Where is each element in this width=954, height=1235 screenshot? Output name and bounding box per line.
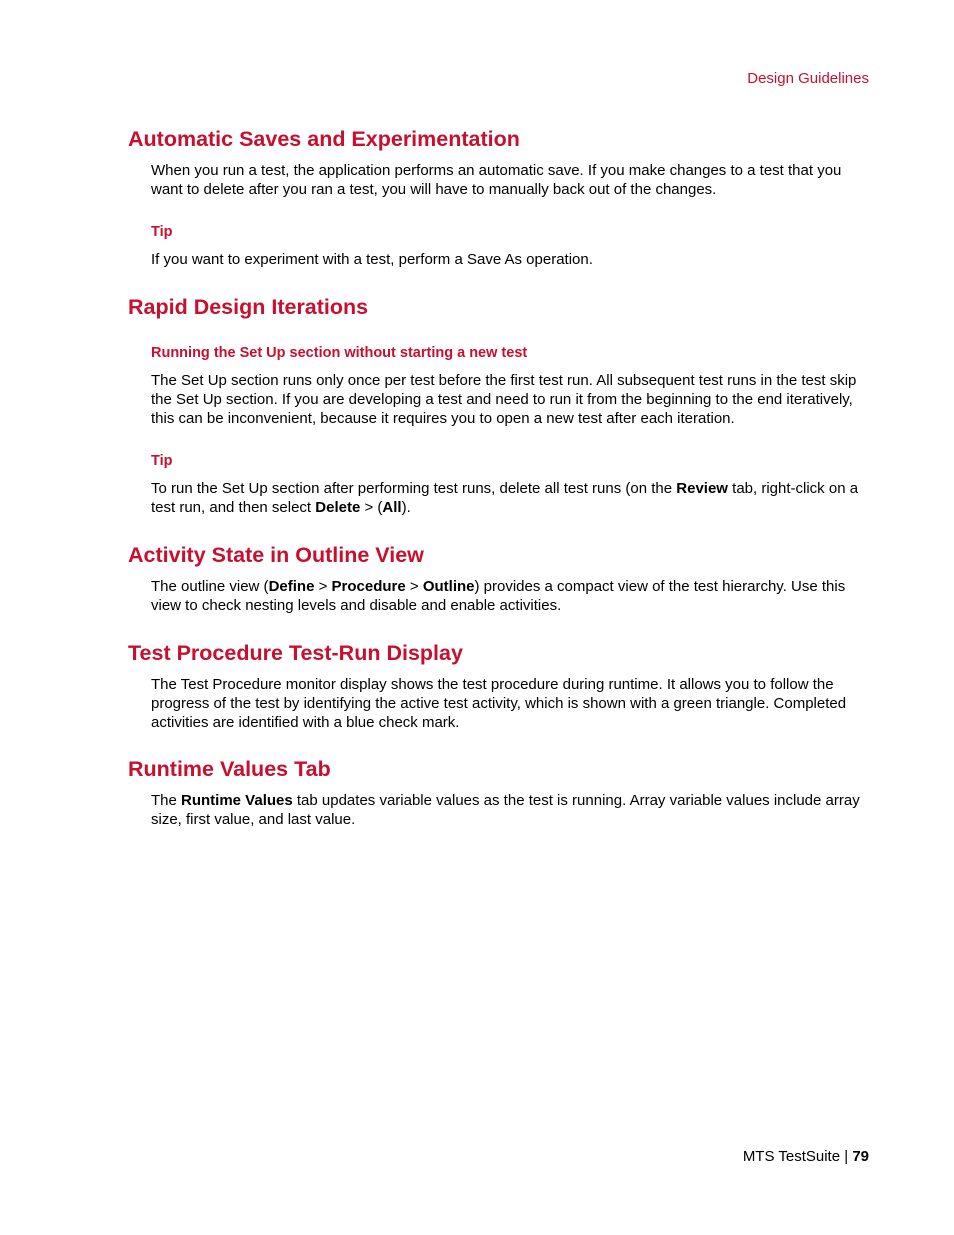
rapid-subheading: Running the Set Up section without starting a new test bbox=[151, 345, 528, 361]
footer-separator: | bbox=[840, 1148, 853, 1165]
procedure-paragraph: The Test Procedure monitor display shows the test procedure during runtime. It allows you to follow the progress of the test by identifying the active test activity, which is shown with a green triangle. Completed activities are identified with a blue check mark. bbox=[151, 676, 847, 731]
heading-activity-state: Activity State in Outline View bbox=[128, 543, 424, 567]
autosave-tip-text: If you want to experiment with a test, perform a Save As operation. bbox=[151, 251, 593, 268]
running-header: Design Guidelines bbox=[747, 70, 869, 87]
heading-automatic-saves: Automatic Saves and Experimentation bbox=[128, 127, 520, 151]
rapid-tip-label: Tip bbox=[151, 453, 173, 469]
footer-product: MTS TestSuite bbox=[742, 1148, 841, 1165]
page-number: 79 bbox=[852, 1148, 869, 1165]
activity-paragraph: The outline view (Define > Procedure > Outline) provides a compact view of the test hierarchy. Use this view to check nesting levels and disable and enable activities. bbox=[151, 578, 846, 614]
heading-rapid-design: Rapid Design Iterations bbox=[128, 295, 369, 319]
autosave-tip-label: Tip bbox=[151, 224, 173, 240]
heading-test-procedure: Test Procedure Test-Run Display bbox=[128, 641, 463, 665]
autosave-paragraph: When you run a test, the application performs an automatic save. If you make changes to a test that you want to delete after you ran a test, you will have to manually back out of the changes. bbox=[151, 162, 842, 198]
rapid-paragraph: The Set Up section runs only once per test before the first test run. All subsequent test runs in the test skip the Set Up section. If you are developing a test and need to run it from the beginning to the end iteratively, this can be inconvenient, because it requires you to open a new test after each iteration. bbox=[151, 372, 857, 427]
heading-runtime-values: Runtime Values Tab bbox=[128, 757, 331, 781]
page-footer bbox=[743, 1148, 869, 1165]
runtime-paragraph: The Runtime Values tab updates variable values as the test is running. Array variable values include array size, first value, and last value. bbox=[151, 792, 860, 828]
rapid-tip-text: To run the Set Up section after performing test runs, delete all test runs (on the Review tab, right-click on a test run, and then select Delete > (All). bbox=[151, 480, 859, 516]
